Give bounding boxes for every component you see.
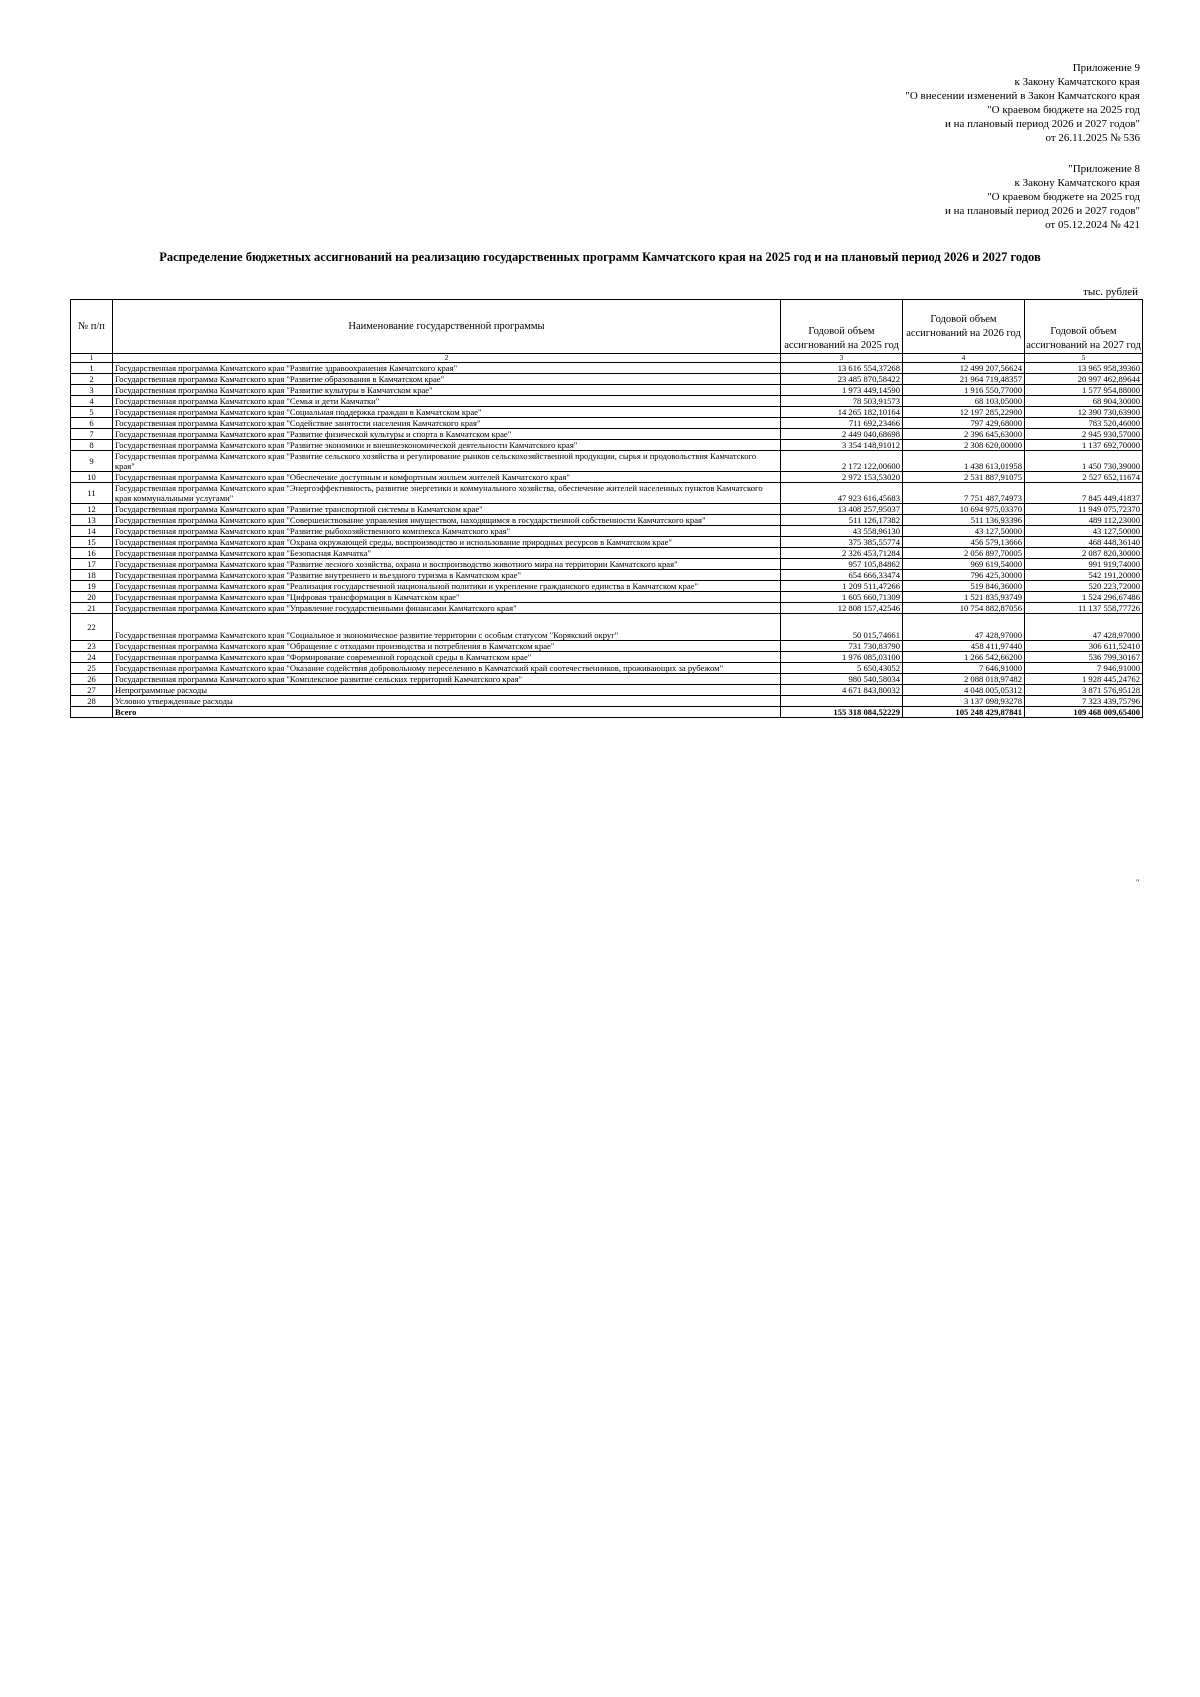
- amount-2025: 957 105,84862: [781, 559, 903, 570]
- amount-2027: 2 945 930,57000: [1025, 429, 1143, 440]
- table-row: [71, 526, 1143, 537]
- row-number: 10: [71, 472, 113, 483]
- amount-2027: 11 949 075,72370: [1025, 504, 1143, 515]
- amount-2025: 375 385,55774: [781, 537, 903, 548]
- row-number: 3: [71, 385, 113, 396]
- amount-2027: 12 390 730,63900: [1025, 407, 1143, 418]
- amount-2025: 2 172 122,00600: [781, 451, 903, 472]
- amount-2027: 109 468 009,65400: [1025, 707, 1143, 718]
- row-number: 20: [71, 592, 113, 603]
- table-row: [71, 674, 1143, 685]
- amount-2025: 13 408 257,95037: [781, 504, 903, 515]
- amount-2025: 3 354 148,91012: [781, 440, 903, 451]
- amount-2025: 1 973 449,14590: [781, 385, 903, 396]
- amount-2025: 23 485 870,58422: [781, 374, 903, 385]
- amount-2027: 1 928 445,24762: [1025, 674, 1143, 685]
- table-row: [71, 614, 1143, 641]
- appendix-9-header: [905, 61, 1140, 145]
- amount-2027: 783 520,46000: [1025, 418, 1143, 429]
- program-name: Государственная программа Камчатского края "Комплексное развитие сельских территорий Камчатского края": [113, 674, 781, 685]
- table-row: [71, 429, 1143, 440]
- amount-2025: 4 671 843,80032: [781, 685, 903, 696]
- amount-2026: 10 694 975,03370: [903, 504, 1025, 515]
- units-label: тыс. рублей: [1083, 286, 1138, 298]
- program-name: Государственная программа Камчатского края "Развитие внутреннего и въездного туризма в Камчатском крае": [113, 570, 781, 581]
- row-number: 15: [71, 537, 113, 548]
- amount-2026: 1 438 613,01958: [903, 451, 1025, 472]
- table-row: [71, 504, 1143, 515]
- amount-2025: 1 605 660,71309: [781, 592, 903, 603]
- table-row: [71, 472, 1143, 483]
- program-name: Государственная программа Камчатского края "Социальное и экономическое развитие территории с особым статусом "Корякский округ": [113, 614, 781, 641]
- amount-2026: 1 521 835,93749: [903, 592, 1025, 603]
- amount-2025: 731 730,83790: [781, 641, 903, 652]
- program-name: Государственная программа Камчатского края "Развитие физической культуры и спорта в Камчатском крае": [113, 429, 781, 440]
- amount-2027: 520 223,72000: [1025, 581, 1143, 592]
- amount-2025: 50 015,74661: [781, 614, 903, 641]
- amount-2025: 14 265 182,10164: [781, 407, 903, 418]
- row-number: 23: [71, 641, 113, 652]
- program-name: Непрограммные расходы: [113, 685, 781, 696]
- program-name: Всего: [113, 707, 781, 718]
- appendix-9-line: и на плановый период 2026 и 2027 годов": [944, 118, 1140, 130]
- table-row: [71, 548, 1143, 559]
- amount-2027: 68 904,30000: [1025, 396, 1143, 407]
- amount-2025: 654 666,33474: [781, 570, 903, 581]
- table-row: [71, 418, 1143, 429]
- amount-2026: 458 411,97440: [903, 641, 1025, 652]
- table-body: [71, 363, 1143, 718]
- amount-2025: 511 126,17382: [781, 515, 903, 526]
- amount-2026: 10 754 882,87056: [903, 603, 1025, 614]
- amount-2026: 2 531 887,91075: [903, 472, 1025, 483]
- row-number: 24: [71, 652, 113, 663]
- row-number: 7: [71, 429, 113, 440]
- program-name: Условно утвержденные расходы: [113, 696, 781, 707]
- amount-2026: 68 103,05000: [903, 396, 1025, 407]
- amount-2027: 489 112,23000: [1025, 515, 1143, 526]
- row-number: 6: [71, 418, 113, 429]
- amount-2026: 12 197 285,22900: [903, 407, 1025, 418]
- appendix-9-line: "О внесении изменений в Закон Камчатского края: [905, 90, 1140, 102]
- program-name: Государственная программа Камчатского края "Развитие рыбохозяйственного комплекса Камчатского края": [113, 526, 781, 537]
- table-row: [71, 363, 1143, 374]
- table-row: [71, 374, 1143, 385]
- amount-2025: 47 923 616,45683: [781, 483, 903, 504]
- appendix-9-line: Приложение 9: [1072, 62, 1140, 74]
- row-number: 14: [71, 526, 113, 537]
- program-name: Государственная программа Камчатского края "Социальная поддержка граждан в Камчатском крае": [113, 407, 781, 418]
- program-name: Государственная программа Камчатского края "Охрана окружающей среды, воспроизводство и использование природных ресурсов в Камчатском крае": [113, 537, 781, 548]
- amount-2027: 7 946,91000: [1025, 663, 1143, 674]
- column-index-row: [71, 354, 1143, 363]
- row-number: 5: [71, 407, 113, 418]
- document-title: Распределение бюджетных ассигнований на реализацию государственных программ Камчатского края на 2025 год и на плановый период 2026 и 2027 годов: [159, 250, 1041, 264]
- program-name: Государственная программа Камчатского края "Совершенствование управления имуществом, находящимся в государственной собственности Камчатского края": [113, 515, 781, 526]
- row-number: 21: [71, 603, 113, 614]
- program-name: Государственная программа Камчатского края "Управление государственными финансами Камчатского края": [113, 603, 781, 614]
- program-name: Государственная программа Камчатского края "Обеспечение доступным и комфортным жильем жителей Камчатского края": [113, 472, 781, 483]
- amount-2027: 2 087 820,30000: [1025, 548, 1143, 559]
- table-row: [71, 641, 1143, 652]
- row-number: 25: [71, 663, 113, 674]
- row-number: 26: [71, 674, 113, 685]
- table-row: [71, 570, 1143, 581]
- appendix-8-line: "Приложение 8: [1068, 163, 1140, 175]
- amount-2025: 2 449 040,68698: [781, 429, 903, 440]
- row-number: 19: [71, 581, 113, 592]
- header-2025: Годовой объем ассигнований на 2025 год: [781, 300, 903, 354]
- program-name: Государственная программа Камчатского края "Формирование современной городской среды в Камчатском крае": [113, 652, 781, 663]
- table-row: [71, 440, 1143, 451]
- amount-2027: 47 428,97000: [1025, 614, 1143, 641]
- amount-2025: [781, 696, 903, 707]
- header-2026: Годовой объем ассигнований на 2026 год: [903, 300, 1025, 354]
- amount-2026: 519 846,36000: [903, 581, 1025, 592]
- header-2027: Годовой объем ассигнований на 2027 год: [1025, 300, 1143, 354]
- table-row: [71, 396, 1143, 407]
- amount-2026: 105 248 429,87841: [903, 707, 1025, 718]
- table-row: [71, 663, 1143, 674]
- amount-2025: 980 540,58034: [781, 674, 903, 685]
- program-name: Государственная программа Камчатского края "Семья и дети Камчатки": [113, 396, 781, 407]
- program-name: Государственная программа Камчатского края "Развитие образования в Камчатском крае": [113, 374, 781, 385]
- appendix-8-line: от 05.12.2024 № 421: [1045, 219, 1140, 231]
- column-index: 4: [903, 354, 1025, 363]
- amount-2027: 1 524 296,67486: [1025, 592, 1143, 603]
- amount-2027: 1 137 692,70000: [1025, 440, 1143, 451]
- amount-2026: 1 916 550,77000: [903, 385, 1025, 396]
- amount-2026: 511 136,93396: [903, 515, 1025, 526]
- table-row: [71, 537, 1143, 548]
- amount-2026: 2 056 897,70005: [903, 548, 1025, 559]
- table-row: [71, 696, 1143, 707]
- budget-table: [70, 299, 1143, 718]
- closing-quote: ": [1136, 878, 1140, 887]
- amount-2027: 306 611,52410: [1025, 641, 1143, 652]
- program-name: Государственная программа Камчатского края "Цифровая трансформация в Камчатском крае": [113, 592, 781, 603]
- row-number: 1: [71, 363, 113, 374]
- amount-2025: 5 650,43052: [781, 663, 903, 674]
- table-row: [71, 685, 1143, 696]
- table-row: [71, 559, 1143, 570]
- amount-2027: 2 527 652,11674: [1025, 472, 1143, 483]
- table-row: [71, 581, 1143, 592]
- amount-2025: 155 318 084,52229: [781, 707, 903, 718]
- amount-2025: 711 692,23466: [781, 418, 903, 429]
- row-number: [71, 707, 113, 718]
- row-number: 22: [71, 614, 113, 641]
- amount-2026: 2 396 645,63000: [903, 429, 1025, 440]
- amount-2026: 7 646,91000: [903, 663, 1025, 674]
- program-name: Государственная программа Камчатского края "Безопасная Камчатка": [113, 548, 781, 559]
- column-index: 3: [781, 354, 903, 363]
- row-number: 11: [71, 483, 113, 504]
- amount-2025: 1 209 511,47266: [781, 581, 903, 592]
- amount-2026: 12 499 207,56624: [903, 363, 1025, 374]
- amount-2026: 2 308 620,00000: [903, 440, 1025, 451]
- table-header-row: [71, 300, 1143, 354]
- appendix-9-line: "О краевом бюджете на 2025 год: [987, 104, 1140, 116]
- row-number: 8: [71, 440, 113, 451]
- row-number: 9: [71, 451, 113, 472]
- amount-2027: 468 448,36140: [1025, 537, 1143, 548]
- table-row: [71, 592, 1143, 603]
- amount-2027: 1 450 730,39000: [1025, 451, 1143, 472]
- program-name: Государственная программа Камчатского края "Реализация государственной национальной политики и укрепление гражданского единства в Камчатском крае": [113, 581, 781, 592]
- amount-2025: 78 503,91573: [781, 396, 903, 407]
- table-row: [71, 652, 1143, 663]
- row-number: 2: [71, 374, 113, 385]
- appendix-8-line: к Закону Камчатского края: [1014, 177, 1140, 189]
- amount-2026: 21 964 719,48357: [903, 374, 1025, 385]
- appendix-9-line: к Закону Камчатского края: [1014, 76, 1140, 88]
- amount-2025: 1 976 085,03100: [781, 652, 903, 663]
- amount-2025: 2 972 153,53020: [781, 472, 903, 483]
- amount-2026: 7 751 487,74973: [903, 483, 1025, 504]
- amount-2025: 2 326 453,71284: [781, 548, 903, 559]
- amount-2027: 3 871 576,95128: [1025, 685, 1143, 696]
- row-number: 17: [71, 559, 113, 570]
- amount-2027: 991 919,74000: [1025, 559, 1143, 570]
- program-name: Государственная программа Камчатского края "Оказание содействия добровольному переселению в Камчатский край соотечественников, проживающих за рубежом": [113, 663, 781, 674]
- amount-2027: 11 137 558,77726: [1025, 603, 1143, 614]
- amount-2027: 20 997 462,89644: [1025, 374, 1143, 385]
- row-number: 13: [71, 515, 113, 526]
- table-row: [71, 385, 1143, 396]
- amount-2027: 1 577 954,88000: [1025, 385, 1143, 396]
- amount-2026: 2 088 018,97482: [903, 674, 1025, 685]
- program-name: Государственная программа Камчатского края "Развитие культуры в Камчатском крае": [113, 385, 781, 396]
- amount-2026: 43 127,50000: [903, 526, 1025, 537]
- total-row: [71, 707, 1143, 718]
- program-name: Государственная программа Камчатского края "Развитие здравоохранения Камчатского края": [113, 363, 781, 374]
- row-number: 28: [71, 696, 113, 707]
- column-index: 1: [71, 354, 113, 363]
- program-name: Государственная программа Камчатского края "Развитие транспортной системы в Камчатском крае": [113, 504, 781, 515]
- appendix-8-line: "О краевом бюджете на 2025 год: [987, 191, 1140, 203]
- amount-2027: 43 127,50000: [1025, 526, 1143, 537]
- amount-2026: 47 428,97000: [903, 614, 1025, 641]
- amount-2025: 13 616 554,37268: [781, 363, 903, 374]
- row-number: 18: [71, 570, 113, 581]
- table-row: [71, 451, 1143, 472]
- program-name: Государственная программа Камчатского края "Развитие сельского хозяйства и регулирование рынков сельскохозяйственной продукции, сырья и продовольствия Камчатского края": [113, 451, 781, 472]
- table-row: [71, 407, 1143, 418]
- appendix-8-line: и на плановый период 2026 и 2027 годов": [944, 205, 1140, 217]
- amount-2027: 7 323 439,75796: [1025, 696, 1143, 707]
- amount-2026: 456 579,13666: [903, 537, 1025, 548]
- amount-2025: 43 558,96130: [781, 526, 903, 537]
- amount-2026: 3 137 098,93278: [903, 696, 1025, 707]
- program-name: Государственная программа Камчатского края "Развитие экономики и внешнеэкономической деятельности Камчатского края": [113, 440, 781, 451]
- table-row: [71, 603, 1143, 614]
- appendix-9-line: от 26.11.2025 № 536: [1045, 132, 1140, 144]
- amount-2026: 796 425,30000: [903, 570, 1025, 581]
- amount-2027: 7 845 449,41837: [1025, 483, 1143, 504]
- program-name: Государственная программа Камчатского края "Энергоэффективность, развитие энергетики и коммунального хозяйства, обеспечение жителей населенных пунктов Камчатского края коммунальными услугами": [113, 483, 781, 504]
- row-number: 27: [71, 685, 113, 696]
- amount-2027: 542 191,20000: [1025, 570, 1143, 581]
- amount-2026: 797 429,68000: [903, 418, 1025, 429]
- column-index: 2: [113, 354, 781, 363]
- table-row: [71, 515, 1143, 526]
- amount-2027: 536 799,30167: [1025, 652, 1143, 663]
- header-num: № п/п: [71, 300, 113, 354]
- row-number: 16: [71, 548, 113, 559]
- column-index: 5: [1025, 354, 1143, 363]
- row-number: 12: [71, 504, 113, 515]
- program-name: Государственная программа Камчатского края "Содействие занятости населения Камчатского края": [113, 418, 781, 429]
- amount-2026: 1 266 542,66200: [903, 652, 1025, 663]
- program-name: Государственная программа Камчатского края "Развитие лесного хозяйства, охрана и воспроизводство животного мира на территории Камчатского края": [113, 559, 781, 570]
- amount-2027: 13 965 958,39360: [1025, 363, 1143, 374]
- amount-2026: 969 619,54000: [903, 559, 1025, 570]
- table-row: [71, 483, 1143, 504]
- amount-2026: 4 048 005,05312: [903, 685, 1025, 696]
- appendix-8-header: [945, 162, 1140, 232]
- header-name: Наименование государственной программы: [113, 300, 781, 354]
- amount-2025: 12 808 157,42546: [781, 603, 903, 614]
- program-name: Государственная программа Камчатского края "Обращение с отходами производства и потребления в Камчатском крае": [113, 641, 781, 652]
- row-number: 4: [71, 396, 113, 407]
